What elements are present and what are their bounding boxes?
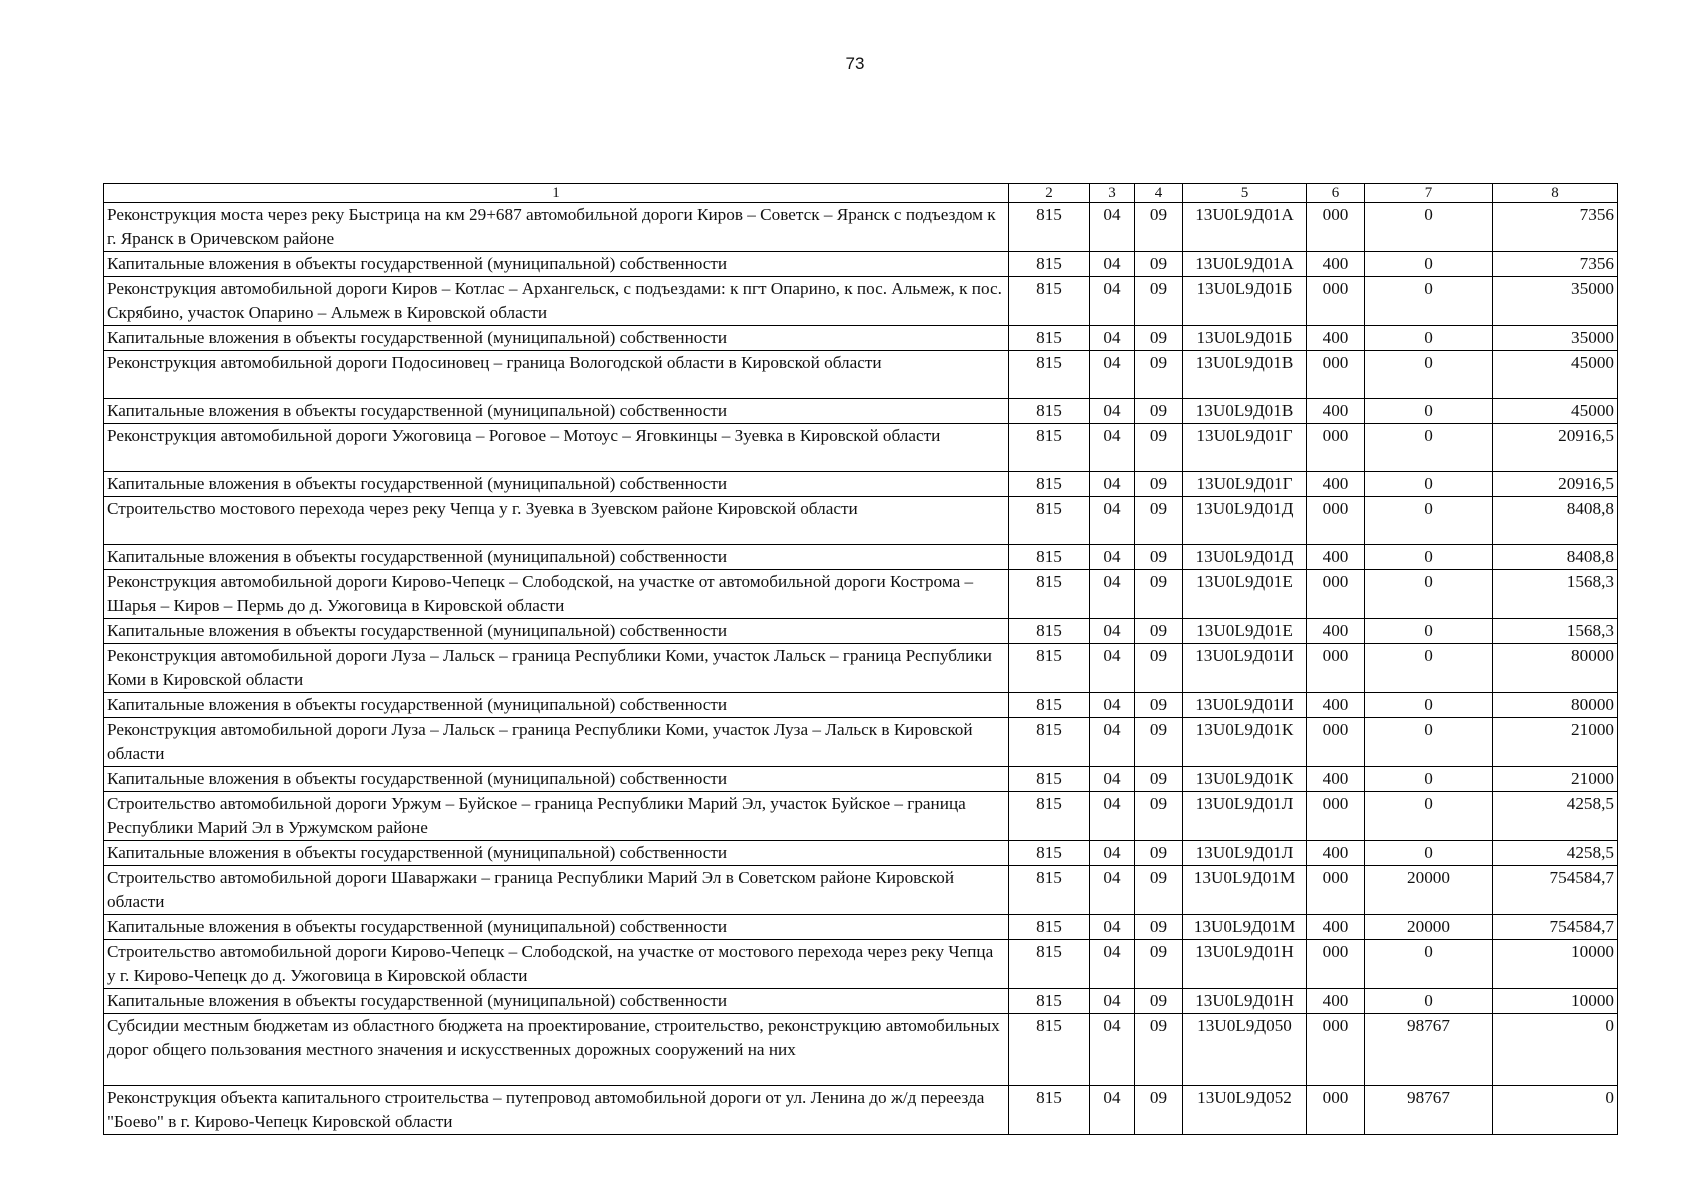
row-name-cell: Реконструкция автомобильной дороги Кирово-Чепецк – Слободской, на участке от автомобильной дороги Кострома – Шарья – Киров – Пермь до д. Ужоговица в Кировской области bbox=[104, 570, 1009, 619]
row-cell-c3: 04 bbox=[1090, 866, 1135, 915]
row-cell-c2: 815 bbox=[1009, 1086, 1090, 1135]
row-cell-c5: 13U0L9Д01Н bbox=[1183, 940, 1307, 989]
row-cell-c6: 400 bbox=[1307, 619, 1365, 644]
row-cell-c8: 45000 bbox=[1493, 399, 1618, 424]
table-row bbox=[104, 718, 1618, 767]
row-cell-c3: 04 bbox=[1090, 1014, 1135, 1086]
table-row bbox=[104, 915, 1618, 940]
table-row bbox=[104, 619, 1618, 644]
row-cell-c5: 13U0L9Д01К bbox=[1183, 767, 1307, 792]
row-cell-c5: 13U0L9Д01Е bbox=[1183, 570, 1307, 619]
table-row bbox=[104, 989, 1618, 1014]
row-name-cell: Реконструкция моста через реку Быстрица на км 29+687 автомобильной дороги Киров – Советск – Яранск с подъездом к г. Яранск в Оричевском районе bbox=[104, 203, 1009, 252]
row-cell-c7: 0 bbox=[1365, 277, 1493, 326]
row-name-cell: Капитальные вложения в объекты государственной (муниципальной) собственности bbox=[104, 619, 1009, 644]
row-cell-c5: 13U0L9Д01М bbox=[1183, 866, 1307, 915]
row-cell-c7: 0 bbox=[1365, 472, 1493, 497]
row-cell-c7: 0 bbox=[1365, 203, 1493, 252]
row-cell-c4: 09 bbox=[1135, 252, 1183, 277]
row-cell-c8: 35000 bbox=[1493, 326, 1618, 351]
column-header: 6 bbox=[1307, 184, 1365, 203]
row-cell-c7: 0 bbox=[1365, 424, 1493, 472]
row-cell-c7: 0 bbox=[1365, 545, 1493, 570]
row-cell-c4: 09 bbox=[1135, 497, 1183, 545]
row-cell-c8: 35000 bbox=[1493, 277, 1618, 326]
row-cell-c5: 13U0L9Д01Б bbox=[1183, 277, 1307, 326]
row-cell-c3: 04 bbox=[1090, 940, 1135, 989]
row-cell-c8: 7356 bbox=[1493, 252, 1618, 277]
row-cell-c5: 13U0L9Д01Н bbox=[1183, 989, 1307, 1014]
row-cell-c5: 13U0L9Д01Б bbox=[1183, 326, 1307, 351]
row-cell-c8: 20916,5 bbox=[1493, 424, 1618, 472]
row-cell-c2: 815 bbox=[1009, 841, 1090, 866]
row-cell-c7: 0 bbox=[1365, 497, 1493, 545]
row-cell-c6: 000 bbox=[1307, 1086, 1365, 1135]
row-cell-c2: 815 bbox=[1009, 570, 1090, 619]
row-cell-c5: 13U0L9Д01И bbox=[1183, 693, 1307, 718]
row-name-cell: Капитальные вложения в объекты государственной (муниципальной) собственности bbox=[104, 841, 1009, 866]
row-cell-c2: 815 bbox=[1009, 252, 1090, 277]
table-row bbox=[104, 644, 1618, 693]
row-cell-c8: 7356 bbox=[1493, 203, 1618, 252]
row-name-cell: Реконструкция автомобильной дороги Киров – Котлас – Архангельск, с подъездами: к пгт Опарино, к пос. Альмеж, к пос. Скрябино, участок Опарино – Альмеж в Кировской области bbox=[104, 277, 1009, 326]
row-cell-c3: 04 bbox=[1090, 326, 1135, 351]
row-cell-c3: 04 bbox=[1090, 472, 1135, 497]
row-cell-c3: 04 bbox=[1090, 989, 1135, 1014]
row-cell-c5: 13U0L9Д01Г bbox=[1183, 472, 1307, 497]
row-cell-c3: 04 bbox=[1090, 718, 1135, 767]
row-cell-c8: 0 bbox=[1493, 1086, 1618, 1135]
row-cell-c3: 04 bbox=[1090, 570, 1135, 619]
row-cell-c6: 000 bbox=[1307, 497, 1365, 545]
row-cell-c3: 04 bbox=[1090, 693, 1135, 718]
row-cell-c4: 09 bbox=[1135, 472, 1183, 497]
row-cell-c5: 13U0L9Д01В bbox=[1183, 399, 1307, 424]
row-cell-c8: 1568,3 bbox=[1493, 619, 1618, 644]
row-cell-c2: 815 bbox=[1009, 767, 1090, 792]
row-cell-c8: 20916,5 bbox=[1493, 472, 1618, 497]
row-cell-c7: 0 bbox=[1365, 841, 1493, 866]
row-name-cell: Реконструкция автомобильной дороги Подосиновец – граница Вологодской области в Кировской области bbox=[104, 351, 1009, 399]
row-cell-c2: 815 bbox=[1009, 1014, 1090, 1086]
row-name-cell: Субсидии местным бюджетам из областного бюджета на проектирование, строительство, реконструкцию автомобильных дорог общего пользования местного значения и искусственных дорожных сооружений на них bbox=[104, 1014, 1009, 1086]
row-cell-c2: 815 bbox=[1009, 619, 1090, 644]
row-cell-c4: 09 bbox=[1135, 545, 1183, 570]
row-cell-c2: 815 bbox=[1009, 203, 1090, 252]
row-cell-c8: 4258,5 bbox=[1493, 792, 1618, 841]
table-row bbox=[104, 424, 1618, 472]
row-cell-c4: 09 bbox=[1135, 619, 1183, 644]
row-cell-c8: 754584,7 bbox=[1493, 866, 1618, 915]
row-cell-c5: 13U0L9Д01В bbox=[1183, 351, 1307, 399]
row-cell-c8: 0 bbox=[1493, 1014, 1618, 1086]
row-cell-c6: 400 bbox=[1307, 326, 1365, 351]
row-cell-c4: 09 bbox=[1135, 718, 1183, 767]
row-cell-c4: 09 bbox=[1135, 940, 1183, 989]
row-cell-c7: 0 bbox=[1365, 693, 1493, 718]
row-name-cell: Капитальные вложения в объекты государственной (муниципальной) собственности bbox=[104, 989, 1009, 1014]
row-cell-c4: 09 bbox=[1135, 989, 1183, 1014]
row-cell-c5: 13U0L9Д01Д bbox=[1183, 497, 1307, 545]
row-cell-c2: 815 bbox=[1009, 472, 1090, 497]
row-cell-c4: 09 bbox=[1135, 399, 1183, 424]
row-cell-c7: 98767 bbox=[1365, 1086, 1493, 1135]
row-name-cell: Реконструкция объекта капитального строительства – путепровод автомобильной дороги от ул. Ленина до ж/д переезда "Боево" в г. Кирово-Чепецк Кировской области bbox=[104, 1086, 1009, 1135]
row-cell-c3: 04 bbox=[1090, 277, 1135, 326]
row-cell-c6: 000 bbox=[1307, 792, 1365, 841]
row-cell-c8: 8408,8 bbox=[1493, 497, 1618, 545]
row-cell-c4: 09 bbox=[1135, 570, 1183, 619]
row-cell-c6: 400 bbox=[1307, 472, 1365, 497]
row-cell-c6: 000 bbox=[1307, 277, 1365, 326]
row-cell-c7: 0 bbox=[1365, 767, 1493, 792]
row-name-cell: Капитальные вложения в объекты государственной (муниципальной) собственности bbox=[104, 252, 1009, 277]
row-cell-c8: 8408,8 bbox=[1493, 545, 1618, 570]
row-cell-c7: 20000 bbox=[1365, 866, 1493, 915]
row-cell-c2: 815 bbox=[1009, 351, 1090, 399]
row-cell-c4: 09 bbox=[1135, 203, 1183, 252]
page-number: 73 bbox=[845, 54, 865, 73]
table-row bbox=[104, 326, 1618, 351]
row-cell-c7: 0 bbox=[1365, 619, 1493, 644]
row-cell-c4: 09 bbox=[1135, 424, 1183, 472]
row-cell-c7: 0 bbox=[1365, 399, 1493, 424]
row-cell-c6: 400 bbox=[1307, 693, 1365, 718]
table-row bbox=[104, 545, 1618, 570]
row-cell-c4: 09 bbox=[1135, 693, 1183, 718]
table-row bbox=[104, 399, 1618, 424]
column-header: 3 bbox=[1090, 184, 1135, 203]
row-cell-c5: 13U0L9Д01Е bbox=[1183, 619, 1307, 644]
table-body bbox=[104, 203, 1618, 1135]
row-cell-c3: 04 bbox=[1090, 767, 1135, 792]
row-name-cell: Капитальные вложения в объекты государственной (муниципальной) собственности bbox=[104, 326, 1009, 351]
row-cell-c4: 09 bbox=[1135, 644, 1183, 693]
row-cell-c8: 80000 bbox=[1493, 693, 1618, 718]
row-cell-c4: 09 bbox=[1135, 767, 1183, 792]
row-cell-c5: 13U0L9Д01А bbox=[1183, 203, 1307, 252]
table-row bbox=[104, 570, 1618, 619]
table-row bbox=[104, 472, 1618, 497]
row-cell-c4: 09 bbox=[1135, 841, 1183, 866]
row-cell-c6: 000 bbox=[1307, 570, 1365, 619]
row-cell-c6: 400 bbox=[1307, 841, 1365, 866]
row-cell-c2: 815 bbox=[1009, 940, 1090, 989]
row-cell-c2: 815 bbox=[1009, 792, 1090, 841]
row-cell-c3: 04 bbox=[1090, 915, 1135, 940]
row-cell-c3: 04 bbox=[1090, 252, 1135, 277]
row-cell-c5: 13U0L9Д052 bbox=[1183, 1086, 1307, 1135]
table-row bbox=[104, 693, 1618, 718]
row-cell-c8: 10000 bbox=[1493, 989, 1618, 1014]
row-cell-c2: 815 bbox=[1009, 866, 1090, 915]
row-cell-c6: 000 bbox=[1307, 644, 1365, 693]
row-cell-c6: 000 bbox=[1307, 940, 1365, 989]
table-row bbox=[104, 1086, 1618, 1135]
row-cell-c2: 815 bbox=[1009, 718, 1090, 767]
row-cell-c8: 1568,3 bbox=[1493, 570, 1618, 619]
row-cell-c6: 000 bbox=[1307, 424, 1365, 472]
row-cell-c2: 815 bbox=[1009, 399, 1090, 424]
row-name-cell: Капитальные вложения в объекты государственной (муниципальной) собственности bbox=[104, 545, 1009, 570]
row-cell-c8: 4258,5 bbox=[1493, 841, 1618, 866]
row-name-cell: Реконструкция автомобильной дороги Луза – Лальск – граница Республики Коми, участок Лальск – граница Республики Коми в Кировской области bbox=[104, 644, 1009, 693]
row-cell-c3: 04 bbox=[1090, 841, 1135, 866]
row-name-cell: Капитальные вложения в объекты государственной (муниципальной) собственности bbox=[104, 767, 1009, 792]
row-cell-c3: 04 bbox=[1090, 497, 1135, 545]
table-row bbox=[104, 940, 1618, 989]
row-cell-c8: 10000 bbox=[1493, 940, 1618, 989]
row-cell-c3: 04 bbox=[1090, 545, 1135, 570]
table-row bbox=[104, 351, 1618, 399]
row-cell-c5: 13U0L9Д01А bbox=[1183, 252, 1307, 277]
row-cell-c3: 04 bbox=[1090, 351, 1135, 399]
row-cell-c2: 815 bbox=[1009, 326, 1090, 351]
row-cell-c6: 000 bbox=[1307, 351, 1365, 399]
column-header: 1 bbox=[104, 184, 1009, 203]
row-cell-c2: 815 bbox=[1009, 424, 1090, 472]
row-cell-c6: 000 bbox=[1307, 203, 1365, 252]
row-cell-c8: 21000 bbox=[1493, 718, 1618, 767]
row-cell-c6: 400 bbox=[1307, 989, 1365, 1014]
table-row bbox=[104, 203, 1618, 252]
row-cell-c3: 04 bbox=[1090, 399, 1135, 424]
row-cell-c2: 815 bbox=[1009, 915, 1090, 940]
row-cell-c6: 400 bbox=[1307, 252, 1365, 277]
row-cell-c4: 09 bbox=[1135, 351, 1183, 399]
table-row bbox=[104, 497, 1618, 545]
column-header: 4 bbox=[1135, 184, 1183, 203]
column-header: 2 bbox=[1009, 184, 1090, 203]
row-cell-c8: 754584,7 bbox=[1493, 915, 1618, 940]
row-cell-c5: 13U0L9Д01К bbox=[1183, 718, 1307, 767]
row-cell-c4: 09 bbox=[1135, 277, 1183, 326]
row-cell-c7: 0 bbox=[1365, 644, 1493, 693]
row-cell-c6: 400 bbox=[1307, 545, 1365, 570]
row-cell-c6: 000 bbox=[1307, 1014, 1365, 1086]
row-cell-c5: 13U0L9Д01Д bbox=[1183, 545, 1307, 570]
row-cell-c7: 0 bbox=[1365, 351, 1493, 399]
header-row bbox=[104, 184, 1618, 203]
row-cell-c7: 0 bbox=[1365, 792, 1493, 841]
row-cell-c7: 0 bbox=[1365, 718, 1493, 767]
row-cell-c4: 09 bbox=[1135, 915, 1183, 940]
row-cell-c4: 09 bbox=[1135, 1086, 1183, 1135]
row-cell-c6: 400 bbox=[1307, 399, 1365, 424]
row-cell-c8: 45000 bbox=[1493, 351, 1618, 399]
row-cell-c2: 815 bbox=[1009, 644, 1090, 693]
row-cell-c3: 04 bbox=[1090, 1086, 1135, 1135]
row-cell-c5: 13U0L9Д01Г bbox=[1183, 424, 1307, 472]
row-name-cell: Капитальные вложения в объекты государственной (муниципальной) собственности bbox=[104, 472, 1009, 497]
row-cell-c2: 815 bbox=[1009, 545, 1090, 570]
row-cell-c7: 0 bbox=[1365, 570, 1493, 619]
row-cell-c4: 09 bbox=[1135, 326, 1183, 351]
row-cell-c7: 98767 bbox=[1365, 1014, 1493, 1086]
row-cell-c4: 09 bbox=[1135, 1014, 1183, 1086]
row-cell-c6: 400 bbox=[1307, 915, 1365, 940]
table-row bbox=[104, 1014, 1618, 1086]
row-cell-c2: 815 bbox=[1009, 989, 1090, 1014]
row-cell-c6: 000 bbox=[1307, 866, 1365, 915]
table-row bbox=[104, 866, 1618, 915]
row-name-cell: Строительство автомобильной дороги Шаваржаки – граница Республики Марий Эл в Советском районе Кировской области bbox=[104, 866, 1009, 915]
row-cell-c5: 13U0L9Д01Л bbox=[1183, 841, 1307, 866]
row-cell-c7: 0 bbox=[1365, 940, 1493, 989]
row-cell-c7: 0 bbox=[1365, 252, 1493, 277]
table-row bbox=[104, 277, 1618, 326]
row-name-cell: Капитальные вложения в объекты государственной (муниципальной) собственности bbox=[104, 399, 1009, 424]
budget-table bbox=[103, 183, 1618, 1135]
row-cell-c3: 04 bbox=[1090, 619, 1135, 644]
row-cell-c7: 20000 bbox=[1365, 915, 1493, 940]
row-cell-c4: 09 bbox=[1135, 866, 1183, 915]
column-header: 5 bbox=[1183, 184, 1307, 203]
row-name-cell: Реконструкция автомобильной дороги Луза – Лальск – граница Республики Коми, участок Луза – Лальск в Кировской области bbox=[104, 718, 1009, 767]
table-row bbox=[104, 841, 1618, 866]
row-cell-c3: 04 bbox=[1090, 424, 1135, 472]
row-cell-c3: 04 bbox=[1090, 644, 1135, 693]
column-header: 8 bbox=[1493, 184, 1618, 203]
row-cell-c8: 80000 bbox=[1493, 644, 1618, 693]
row-name-cell: Строительство автомобильной дороги Уржум – Буйское – граница Республики Марий Эл, участок Буйское – граница Республики Марий Эл в Уржумском районе bbox=[104, 792, 1009, 841]
row-cell-c7: 0 bbox=[1365, 989, 1493, 1014]
row-name-cell: Строительство автомобильной дороги Кирово-Чепецк – Слободской, на участке от мостового перехода через реку Чепца у г. Кирово-Чепецк до д. Ужоговица в Кировской области bbox=[104, 940, 1009, 989]
row-cell-c7: 0 bbox=[1365, 326, 1493, 351]
row-cell-c6: 400 bbox=[1307, 767, 1365, 792]
row-name-cell: Строительство мостового перехода через реку Чепца у г. Зуевка в Зуевском районе Кировской области bbox=[104, 497, 1009, 545]
table-row bbox=[104, 252, 1618, 277]
row-cell-c5: 13U0L9Д01Л bbox=[1183, 792, 1307, 841]
row-cell-c3: 04 bbox=[1090, 203, 1135, 252]
row-cell-c5: 13U0L9Д01М bbox=[1183, 915, 1307, 940]
table-row bbox=[104, 792, 1618, 841]
row-cell-c2: 815 bbox=[1009, 277, 1090, 326]
row-cell-c3: 04 bbox=[1090, 792, 1135, 841]
row-name-cell: Капитальные вложения в объекты государственной (муниципальной) собственности bbox=[104, 915, 1009, 940]
row-name-cell: Реконструкция автомобильной дороги Ужоговица – Роговое – Мотоус – Яговкинцы – Зуевка в Кировской области bbox=[104, 424, 1009, 472]
row-cell-c5: 13U0L9Д01И bbox=[1183, 644, 1307, 693]
row-name-cell: Капитальные вложения в объекты государственной (муниципальной) собственности bbox=[104, 693, 1009, 718]
column-header: 7 bbox=[1365, 184, 1493, 203]
row-cell-c6: 000 bbox=[1307, 718, 1365, 767]
row-cell-c2: 815 bbox=[1009, 693, 1090, 718]
row-cell-c5: 13U0L9Д050 bbox=[1183, 1014, 1307, 1086]
row-cell-c8: 21000 bbox=[1493, 767, 1618, 792]
row-cell-c2: 815 bbox=[1009, 497, 1090, 545]
table-row bbox=[104, 767, 1618, 792]
row-cell-c4: 09 bbox=[1135, 792, 1183, 841]
